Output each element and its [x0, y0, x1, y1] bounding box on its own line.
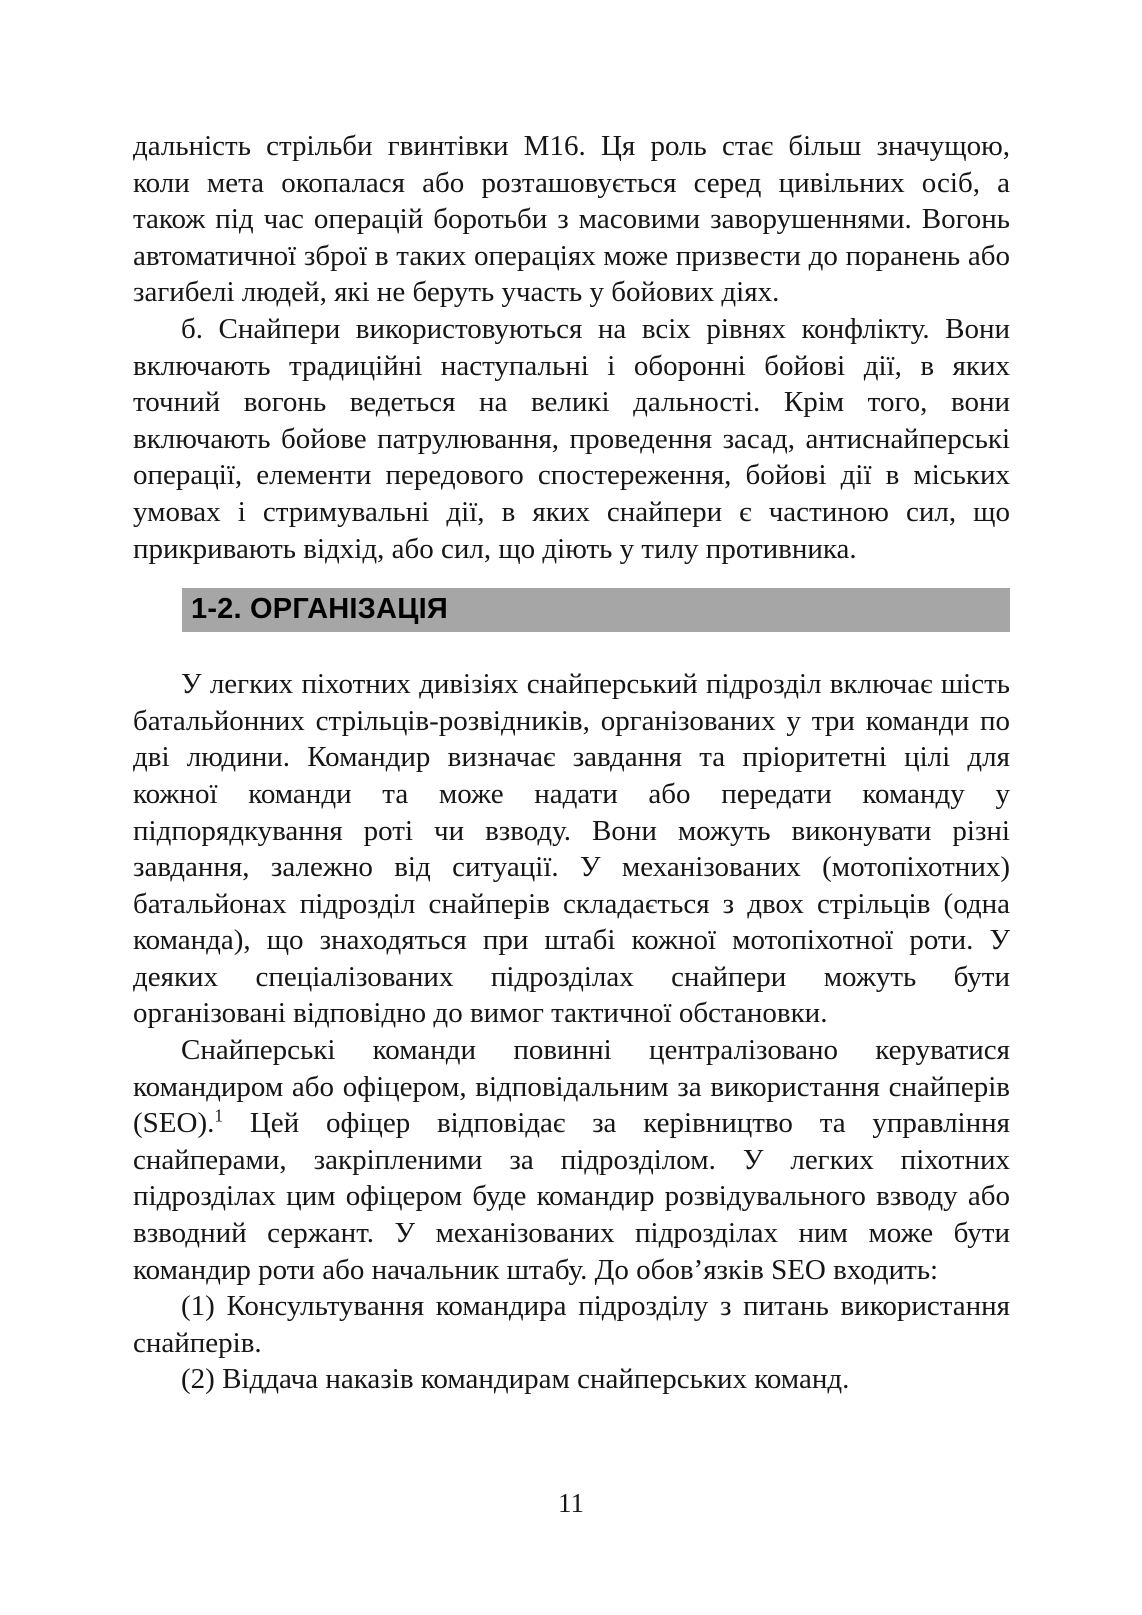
- paragraphs-after-heading: [133, 666, 1010, 1398]
- page-number: 11: [558, 1488, 584, 1518]
- body-paragraph: [133, 666, 1010, 1032]
- body-paragraph: [133, 128, 1010, 311]
- section-heading-text: 1-2. ОРГАНІЗАЦІЯ: [191, 593, 448, 626]
- paragraphs-before-heading: [133, 128, 1010, 567]
- page-content: [133, 128, 1010, 1398]
- text-run: (1) Консультування командира підрозділу з питань використання снайперів.: [133, 1290, 1010, 1359]
- body-paragraph: [133, 1032, 1010, 1288]
- text-run: дальність стрільби гвинтівки М16. Ця роль стає більш значущою, коли мета окопалася або розташовується серед цивільних осіб, а також під час операцій боротьби з масовими заворушеннями. Вогонь автоматичної зброї в таких операціях може призвести до поранень або загибелі людей, які не беруть участь у бойових діях.: [133, 130, 1010, 309]
- footnote-marker: 1: [214, 1105, 224, 1126]
- body-paragraph: [133, 1361, 1010, 1398]
- body-paragraph: [133, 311, 1010, 567]
- text-run: Цей офіцер відповідає за керівництво та управління снайперами, закріпленими за підрозділом. У легких піхотних підрозділах цим офіцером буде командир розвідувального взводу або взводний сержант. У механізованих підрозділах ним може бути командир роти або начальник штабу. До обов’язків SEO входить:: [133, 1107, 1010, 1286]
- body-paragraph: [133, 1288, 1010, 1361]
- section-heading-bar: [182, 588, 1010, 632]
- text-run: (2) Віддача наказів командирам снайперських команд.: [181, 1363, 850, 1396]
- text-run: Снайперські команди повинні централізовано керуватися командиром або офіцером, відповідальним за використання снайперів (SEO).: [133, 1034, 1010, 1140]
- text-run: У легких піхотних дивізіях снайперський підрозділ включає шість батальйонних стрільців-розвідників, організованих у три команди по дві людини. Командир визначає завдання та пріоритетні цілі для кожної команди та може надати або передати команду у підпорядкування роті чи взводу. Вони можуть виконувати різні завдання, залежно від ситуації. У механізованих (мотопіхотних) батальйонах підрозділ снайперів складається з двох стрільців (одна команда), що знаходяться при штабі кожної мотопіхотної роти. У деяких спеціалізованих підрозділах снайпери можуть бути організовані відповідно до вимог тактичної обстановки.: [133, 668, 1010, 1030]
- text-run: б. Снайпери використовуються на всіх рівнях конфлікту. Вони включають традиційні наступальні і оборонні бойові дії, в яких точний вогонь ведеться на великі дальності. Крім того, вони включають бойове патрулювання, проведення засад, антиснайперські операції, елементи передового спостереження, бойові дії в міських умовах і стримувальні дії, в яких снайпери є частиною сил, що прикривають відхід, або сил, що діють у тилу противника.: [133, 312, 1010, 565]
